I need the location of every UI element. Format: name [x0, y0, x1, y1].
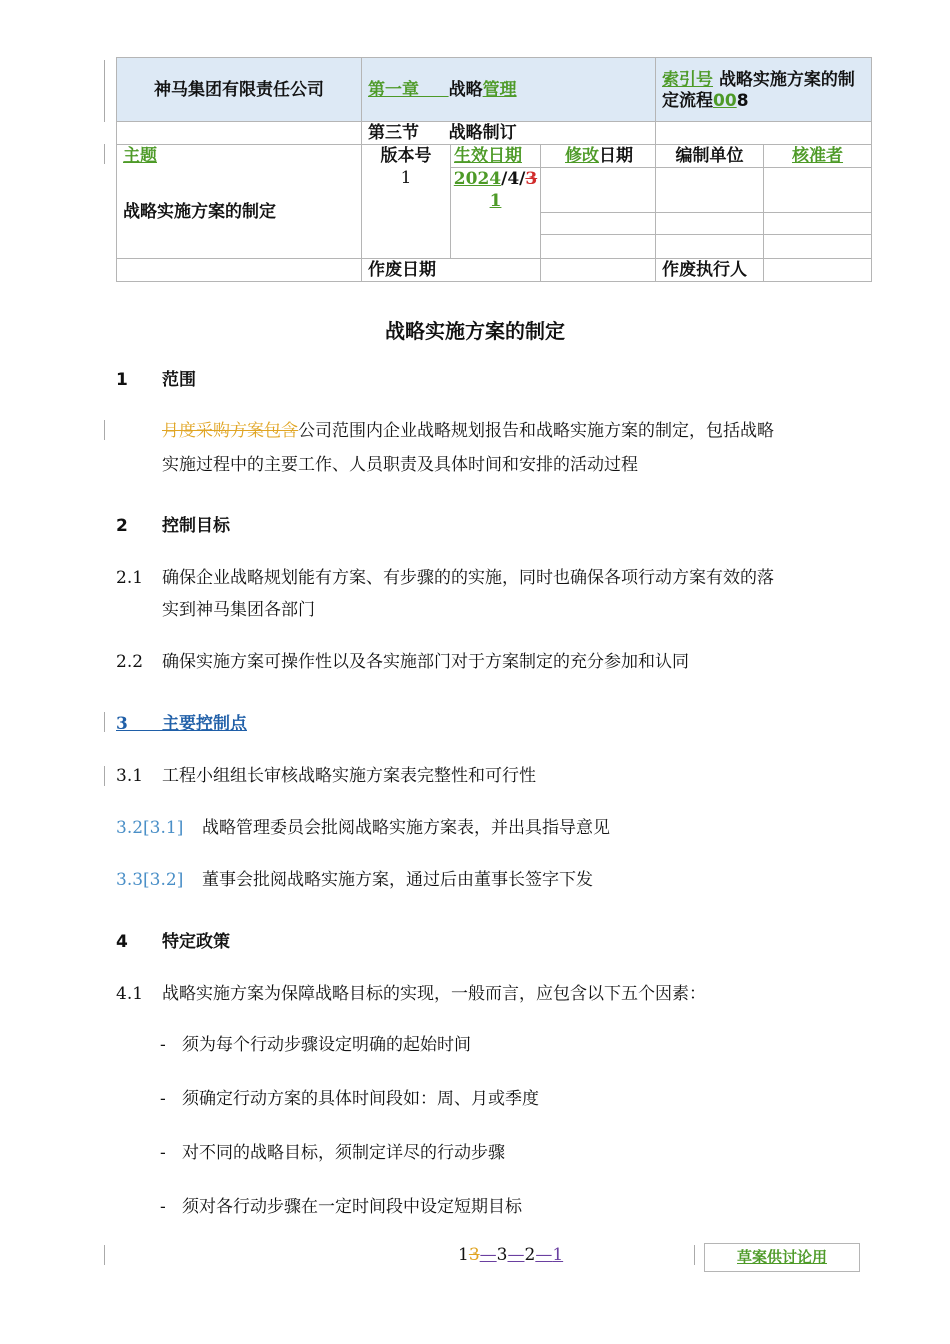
item-number: 2.1 — [116, 568, 144, 588]
section-title: 控制目标 — [162, 516, 230, 536]
subject-label: 主题 — [123, 146, 157, 166]
void-exec-label-cell — [656, 259, 764, 282]
empty-cell — [656, 213, 764, 235]
void-date-label-cell — [362, 259, 541, 282]
section-number: 3 — [116, 714, 128, 734]
effective-label: 生效日期 — [454, 146, 522, 166]
effective-label-cell — [451, 145, 541, 168]
section-title: 第三节 战略制订 — [368, 123, 517, 143]
page-part-deleted: 3 — [468, 1245, 480, 1265]
empty-cell — [117, 259, 362, 282]
index-title: 战略实施方案的制定流程 — [662, 69, 855, 111]
document-title: 战略实施方案的制定 — [385, 319, 565, 343]
deleted-text: 月度采购方案包含 — [162, 421, 298, 441]
section-title: 主要控制点 — [162, 714, 247, 734]
version-value: 1 — [400, 168, 412, 188]
scope-paragraph-line2: 实施过程中的主要工作、人员职责及具体时间和安排的活动过程 — [162, 455, 638, 475]
empty-cell — [541, 213, 656, 235]
item-text: 工程小组组长审核战略实施方案表完整性和可行性 — [162, 766, 536, 786]
item-text: 实到神马集团各部门 — [162, 600, 315, 620]
chapter-cell — [362, 58, 656, 122]
draft-label: 草案供讨论用 — [704, 1243, 860, 1272]
void-exec-label: 作废执行人 — [662, 260, 748, 280]
bullet-dash: - — [160, 1143, 166, 1163]
item-number: 3.2[3.1] — [116, 818, 184, 838]
section-number: 2 — [116, 516, 128, 536]
company-cell — [117, 58, 362, 122]
editor-label-cell — [656, 145, 764, 168]
empty-cell — [764, 259, 872, 282]
subject-cell — [117, 145, 362, 259]
index-label: 索引号 — [662, 69, 714, 90]
change-bar — [694, 1245, 695, 1265]
effective-day-inserted: 1 — [489, 191, 502, 211]
chapter-label: 第一章 — [368, 79, 419, 100]
company-name: 神马集团有限责任公司 — [154, 79, 324, 100]
section-number: 1 — [116, 370, 128, 390]
page-part: 1 — [458, 1245, 469, 1265]
empty-cell — [117, 122, 362, 145]
chapter-gap — [419, 80, 449, 100]
empty-cell — [541, 259, 656, 282]
modify-label-cell — [541, 145, 656, 168]
change-bar — [104, 1245, 105, 1265]
index-code: 8 — [736, 90, 749, 111]
index-cell — [656, 58, 872, 122]
approver-label-cell — [764, 145, 872, 168]
bullet-dash: - — [160, 1197, 166, 1217]
empty-cell — [764, 168, 872, 213]
change-bar — [104, 420, 105, 440]
subject-spacer — [123, 167, 355, 201]
editor-label: 编制单位 — [675, 146, 744, 166]
page-part-inserted: 1 — [552, 1245, 564, 1265]
bullet-item: 须确定行动方案的具体时间段如：周、月或季度 — [182, 1089, 539, 1109]
item-number: 2.2 — [116, 652, 144, 672]
bullet-item: 对不同的战略目标，须制定详尽的行动步骤 — [182, 1143, 505, 1163]
modify-label: 日期 — [599, 146, 633, 166]
page-part-inserted: — — [507, 1245, 525, 1265]
change-bar — [104, 766, 105, 786]
change-bar — [104, 144, 105, 164]
bullet-item: 须对各行动步骤在一定时间段中设定短期目标 — [182, 1197, 522, 1217]
item-number: 4.1 — [116, 984, 144, 1004]
empty-cell — [541, 168, 656, 213]
void-date-label: 作废日期 — [368, 260, 436, 280]
change-bar — [104, 60, 105, 122]
item-number: 3.3[3.2] — [116, 870, 184, 890]
section-title: 特定政策 — [162, 932, 230, 952]
subject-value: 战略实施方案的制定 — [123, 202, 276, 222]
modify-label-revised: 修改 — [565, 146, 599, 166]
effective-year: 2024 — [453, 169, 502, 189]
chapter-name-revised: 管理 — [482, 79, 517, 100]
item-text: 董事会批阅战略实施方案，通过后由董事长签字下发 — [202, 870, 593, 890]
page-number — [458, 1245, 563, 1265]
item-text: 战略管理委员会批阅战略实施方案表，并出具指导意见 — [202, 818, 610, 838]
section-number: 4 — [116, 932, 128, 952]
empty-cell — [764, 235, 872, 259]
bullet-dash: - — [160, 1035, 166, 1055]
item-number: 3.1 — [116, 766, 144, 786]
effective-month: /4/ — [501, 169, 526, 189]
empty-cell — [656, 122, 872, 145]
document-header-table — [116, 57, 872, 282]
chapter-name: 战略 — [448, 79, 483, 100]
item-text: 战略实施方案为保障战略目标的实现，一般而言，应包含以下五个因素： — [162, 984, 706, 1004]
section-cell — [362, 122, 656, 145]
page-part: 3 — [496, 1245, 508, 1265]
empty-cell — [764, 213, 872, 235]
bullet-item: 须为每个行动步骤设定明确的起始时间 — [182, 1035, 471, 1055]
empty-cell — [656, 168, 764, 213]
section-title: 范围 — [162, 370, 196, 390]
empty-cell — [541, 235, 656, 259]
item-text: 确保企业战略规划能有方案、有步骤的的实施，同时也确保各项行动方案有效的落 — [162, 568, 774, 588]
empty-cell — [656, 235, 764, 259]
version-label: 版本号 — [380, 146, 432, 166]
version-cell — [362, 145, 451, 259]
item-text: 确保实施方案可操作性以及各实施部门对于方案制定的充分参加和认同 — [162, 652, 689, 672]
page-part: 2 — [524, 1245, 536, 1265]
page-part-inserted: — — [535, 1245, 553, 1265]
scope-text: 公司范围内企业战略规划报告和战略实施方案的制定，包括战略 — [298, 421, 774, 441]
bullet-dash: - — [160, 1089, 166, 1109]
index-code-revised: 00 — [713, 90, 737, 111]
change-bar — [104, 712, 105, 732]
approver-label: 核准者 — [792, 146, 844, 166]
effective-day-deleted: 3 — [525, 169, 538, 189]
page-part-inserted: — — [479, 1245, 497, 1265]
effective-date-cell — [451, 168, 541, 259]
scope-paragraph-line1 — [162, 415, 774, 447]
